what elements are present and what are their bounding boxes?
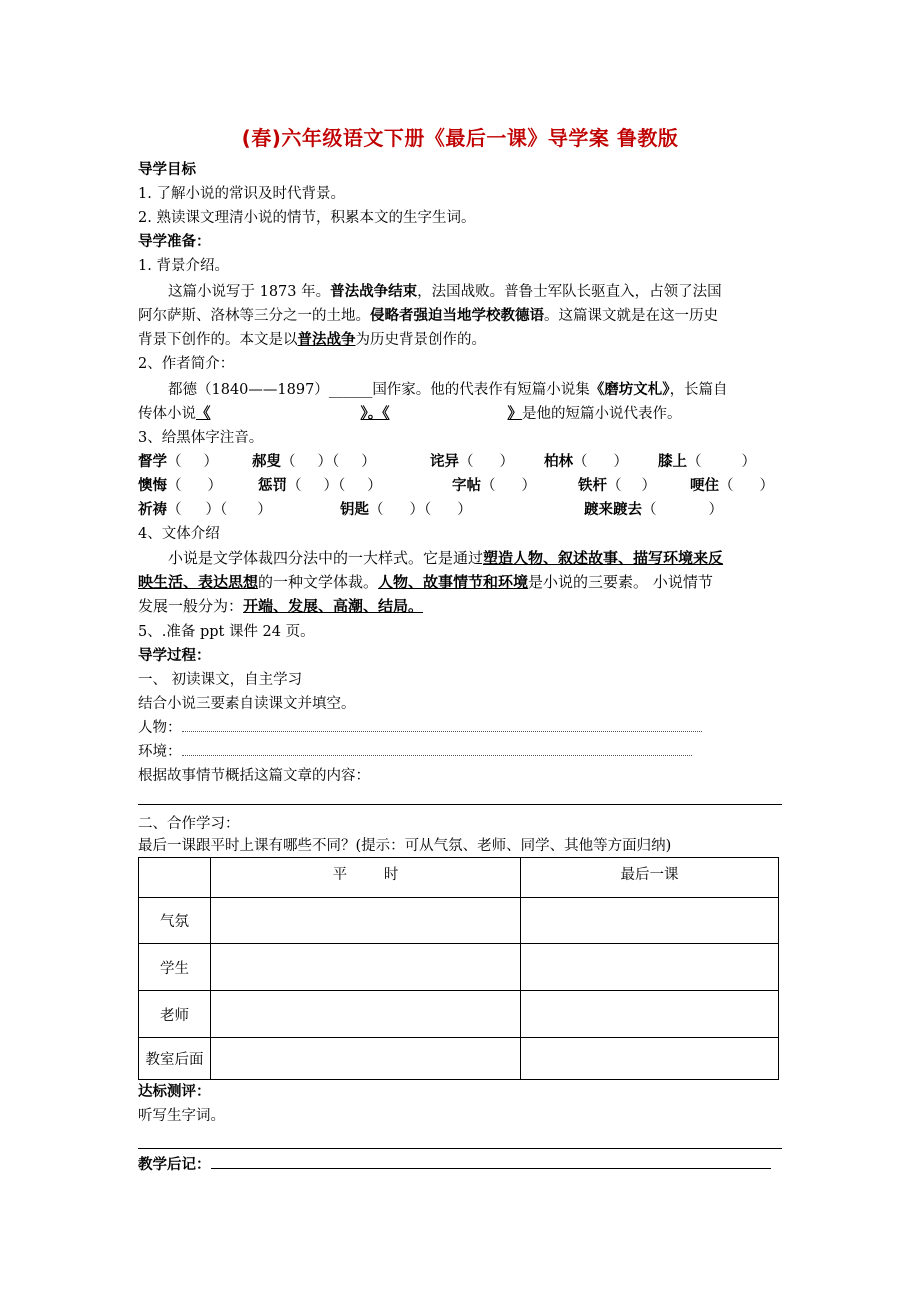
pinyin-item xyxy=(430,452,514,472)
pinyin-item xyxy=(452,476,536,496)
genre-paragraph xyxy=(138,548,723,568)
notes-heading: 教学后记： xyxy=(138,1157,211,1173)
genre-heading: 4、文体介绍 xyxy=(138,526,220,542)
author-heading: 2、作者简介： xyxy=(138,356,235,372)
page-title: (春)六年级语文下册《最后一课》导学案 鲁教版 xyxy=(241,126,679,150)
table-cell[interactable] xyxy=(521,898,779,944)
table-row xyxy=(139,991,779,1038)
table-cell[interactable] xyxy=(211,991,521,1038)
text: 传体小说 xyxy=(138,406,196,422)
text: 都德（1840——1897） xyxy=(168,382,329,398)
table-row xyxy=(139,898,779,944)
pinyin-word: 柏林 xyxy=(544,454,573,470)
book-title-blank xyxy=(196,406,522,422)
table-header xyxy=(139,858,211,898)
text: 为历史背景创作的。 xyxy=(355,332,486,348)
fill-blank[interactable] xyxy=(182,743,692,756)
table-row xyxy=(139,944,779,991)
paren: （ xyxy=(607,478,622,494)
paren: （ xyxy=(287,478,302,494)
text: 的一种文学体裁。 xyxy=(258,573,379,591)
goal-item: 1. 了解小说的常识及时代背景。 xyxy=(138,186,345,202)
eval-heading: 达标测评： xyxy=(138,1084,211,1100)
pinyin-heading: 3、给黑体字注音。 xyxy=(138,430,264,446)
pinyin-word: 膝上 xyxy=(658,454,687,470)
step1-desc: 结合小说三要素自读课文并填空。 xyxy=(138,696,356,712)
paren: ） xyxy=(613,454,628,470)
prep-heading: 导学准备： xyxy=(138,234,211,250)
fill-blank[interactable] xyxy=(182,719,702,732)
keyword: 《磨坊文札》 xyxy=(589,382,670,398)
answer-line[interactable] xyxy=(138,804,782,805)
paren: （ xyxy=(719,478,734,494)
label: 人物： xyxy=(138,720,182,736)
pinyin-word: 督学 xyxy=(138,454,167,470)
pinyin-item xyxy=(138,476,222,496)
process-heading: 导学过程： xyxy=(138,648,211,664)
notes-blank[interactable] xyxy=(211,1154,771,1169)
label: 环境： xyxy=(138,744,182,760)
row-label: 老师 xyxy=(139,991,211,1038)
paren: ） xyxy=(521,478,536,494)
pinyin-word: 哽住 xyxy=(690,478,719,494)
text: 背景下创作的。本文是以 xyxy=(138,332,298,348)
pinyin-item xyxy=(138,500,272,520)
bracket: 《 xyxy=(196,406,211,422)
text: ，法国战败。普鲁士军队长驱直入，占领了法国 xyxy=(417,284,722,300)
goals-heading: 导学目标 xyxy=(138,162,196,178)
row-label: 气氛 xyxy=(139,898,211,944)
paren: ） xyxy=(361,454,376,470)
table-header: 平 时 xyxy=(211,858,521,898)
paren: ）（ xyxy=(409,502,432,518)
text: 这篇小说写于 1873 年。 xyxy=(168,284,331,300)
paren: ） xyxy=(499,454,514,470)
pinyin-item xyxy=(258,476,382,496)
comparison-table xyxy=(138,857,779,1080)
text: 。这篇课文就是在这一历史 xyxy=(544,308,718,324)
author-paragraph xyxy=(138,380,728,400)
background-heading: 1. 背景介绍。 xyxy=(138,258,229,274)
text: 国作家。他的代表作有短篇小说集 xyxy=(372,382,590,398)
genre-paragraph xyxy=(138,596,423,616)
table-cell[interactable] xyxy=(211,944,521,991)
text: ，长篇自 xyxy=(669,382,728,398)
pinyin-word: 铁杆 xyxy=(578,478,607,494)
pinyin-word: 诧异 xyxy=(430,454,459,470)
keyword: 人物、故事情节和环境 xyxy=(378,573,529,591)
keyword: 普法战争 xyxy=(297,332,356,348)
paren: ）（ xyxy=(323,478,346,494)
pinyin-item xyxy=(578,476,656,496)
pinyin-item xyxy=(658,452,756,472)
pinyin-item xyxy=(340,500,472,520)
row-label: 学生 xyxy=(139,944,211,991)
pinyin-word: 懊悔 xyxy=(138,478,167,494)
pinyin-word: 钥匙 xyxy=(340,502,369,518)
paren: （ xyxy=(642,502,657,518)
eval-text: 听写生字词。 xyxy=(138,1108,225,1124)
paren: ） xyxy=(741,454,756,470)
table-row xyxy=(139,1038,779,1080)
pinyin-word: 祈祷 xyxy=(138,502,167,518)
table-cell[interactable] xyxy=(521,944,779,991)
paren: （ xyxy=(459,454,474,470)
paren: （ xyxy=(281,454,296,470)
bracket: 》 xyxy=(507,406,522,422)
keyword: 塑造人物、叙述故事、描写环境来反 xyxy=(483,549,724,567)
background-paragraph xyxy=(138,306,718,326)
paren: （ xyxy=(167,478,182,494)
paren: ） xyxy=(641,478,656,494)
plot-prompt: 根据故事情节概括这篇文章的内容： xyxy=(138,768,370,784)
table-header: 最后一课 xyxy=(521,858,779,898)
paren: ） xyxy=(367,478,382,494)
table-cell[interactable] xyxy=(211,898,521,944)
keyword: 开端、发展、高潮、结局。 xyxy=(243,597,424,615)
author-paragraph xyxy=(138,404,682,424)
env-field xyxy=(138,742,692,762)
answer-line[interactable] xyxy=(138,1148,782,1149)
step1-heading: 一、 初读课文，自主学习 xyxy=(138,672,303,688)
pinyin-word: 郝叟 xyxy=(252,454,281,470)
paren: （ xyxy=(369,502,384,518)
step2-desc: 最后一课跟平时上课有哪些不同？(提示：可从气氛、老师、同学、其他等方面归纳) xyxy=(138,838,672,854)
paren: （ xyxy=(573,454,588,470)
background-paragraph xyxy=(138,282,722,302)
blank: ______ xyxy=(328,382,373,398)
table-row xyxy=(139,858,779,898)
pinyin-item xyxy=(584,500,723,520)
background-paragraph xyxy=(138,330,486,350)
pinyin-item xyxy=(544,452,628,472)
pinyin-item xyxy=(138,452,218,472)
paren: ） xyxy=(759,478,774,494)
paren: ） xyxy=(257,502,272,518)
paren: （ xyxy=(167,502,182,518)
ppt-line: 5、.准备 ppt 课件 24 页。 xyxy=(138,624,315,640)
goal-item: 2. 熟读课文理清小说的情节，积累本文的生字生词。 xyxy=(138,210,476,226)
pinyin-item xyxy=(690,476,774,496)
paren: ） xyxy=(203,454,218,470)
table-cell[interactable] xyxy=(521,1038,779,1080)
notes-field xyxy=(138,1154,771,1175)
keyword: 普法战争结束 xyxy=(330,284,418,300)
people-field xyxy=(138,718,702,738)
text: 小说是文学体裁四分法中的一大样式。它是通过 xyxy=(168,549,484,567)
row-label: 教室后面 xyxy=(139,1038,211,1080)
pinyin-word: 踱来踱去 xyxy=(584,502,642,518)
keyword: 侵略者强迫当地学校教德语 xyxy=(370,308,544,324)
step2-heading: 二、合作学习： xyxy=(138,816,240,832)
paren: （ xyxy=(687,454,702,470)
genre-paragraph xyxy=(138,572,713,592)
table-cell[interactable] xyxy=(211,1038,521,1080)
paren: （ xyxy=(481,478,496,494)
pinyin-word: 字帖 xyxy=(452,478,481,494)
text: 是小说的三要素。 小说情节 xyxy=(528,573,713,591)
text: 是他的短篇小说代表作。 xyxy=(522,406,682,422)
paren: （ xyxy=(167,454,182,470)
keyword: 映生活、表达思想 xyxy=(138,573,259,591)
paren: ）（ xyxy=(205,502,228,518)
paren: ） xyxy=(207,478,222,494)
pinyin-word: 惩罚 xyxy=(258,478,287,494)
bracket: 》。《 xyxy=(360,406,390,422)
text: 发展一般分为： xyxy=(138,597,244,615)
text: 阿尔萨斯、洛林等三分之一的土地。 xyxy=(138,308,370,324)
table-cell[interactable] xyxy=(521,991,779,1038)
paren: ） xyxy=(457,502,472,518)
paren: ） xyxy=(708,502,723,518)
pinyin-item xyxy=(252,452,376,472)
paren: ）（ xyxy=(317,454,340,470)
